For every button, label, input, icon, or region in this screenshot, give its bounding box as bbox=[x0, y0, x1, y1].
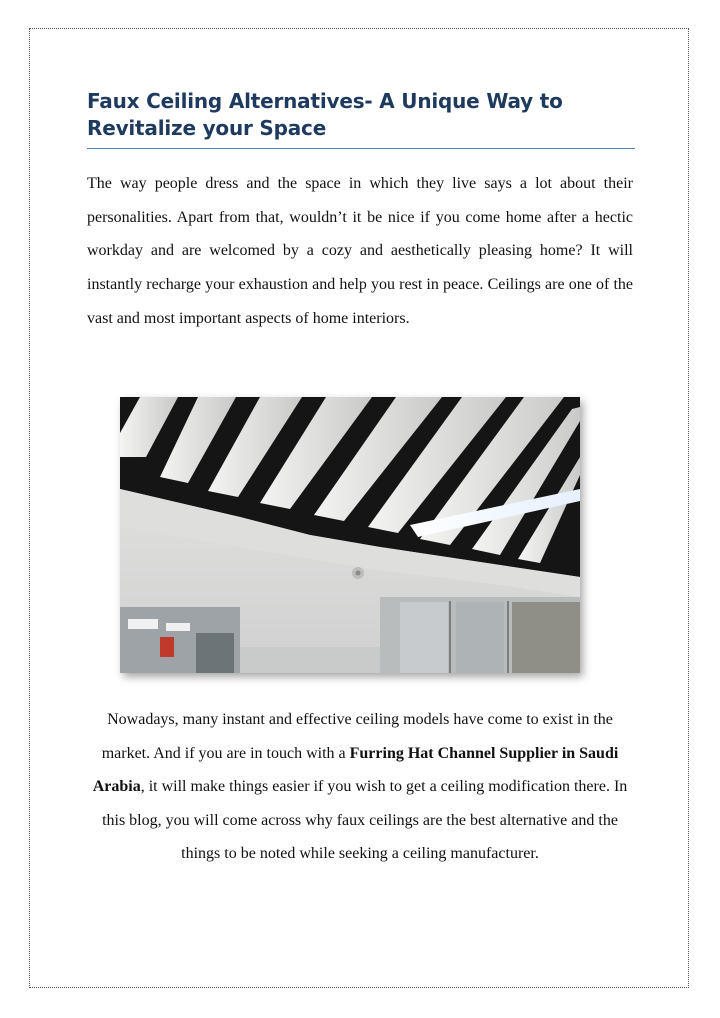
second-paragraph bbox=[87, 703, 633, 871]
title-underline bbox=[87, 148, 635, 149]
ceiling-photo bbox=[120, 397, 580, 673]
page-title: Faux Ceiling Alternatives- A Unique Way to Revitalize your Space bbox=[87, 89, 563, 140]
second-paragraph-text-before: Nowadays, many instant and effective ceiling models have come to exist in the market. And if you are in touch with a bbox=[101, 711, 613, 762]
ceiling-photo-illustration bbox=[120, 397, 580, 673]
supplier-keyword-bold: Furring Hat Channel Supplier in Saudi Arabia bbox=[92, 744, 619, 796]
second-paragraph-text-after: , it will make things easier if you wish to get a ceiling modification there. In this blog, you will come across why faux ceilings are the best alternative and the things to be noted while seeking a ceiling manufacturer. bbox=[102, 778, 628, 863]
intro-paragraph: The way people dress and the space in which they live says a lot about their personalities. Apart from that, wouldn’t it be nice if you come home after a hectic workday and are welcomed by a cozy and aesthetically pleasing home? It will instantly recharge your exhaustion and help you rest in peace. Ceilings are one of the vast and most important aspects of home interiors. bbox=[87, 175, 633, 327]
